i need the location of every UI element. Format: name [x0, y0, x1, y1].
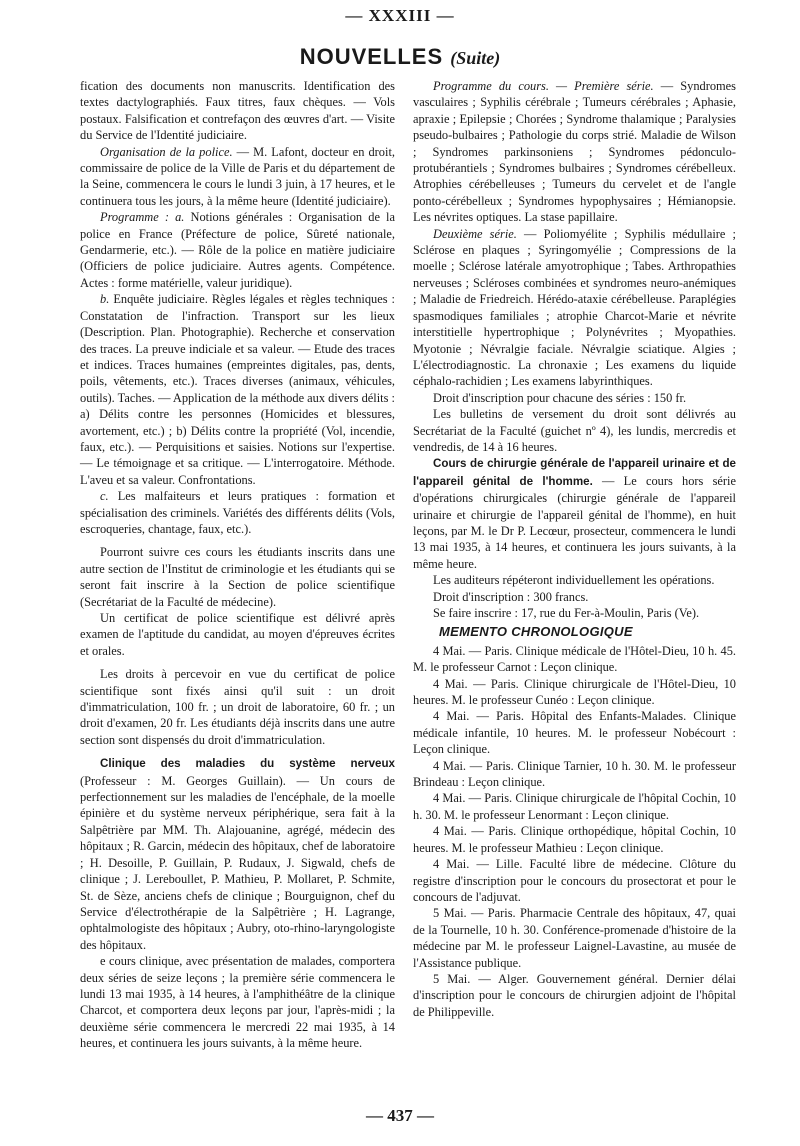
roman-page-number: — XXXIII — [345, 6, 455, 25]
paragraph: c. Les malfaiteurs et leurs pratiques : formation et spécialisation des criminels. Variétés des différents délits (Vols, escroqueries, chantage, faux, etc.). [80, 489, 395, 536]
memento-item: 4 Mai. — Paris. Clinique chirurgicale de l'Hôtel-Dieu, 10 heures. M. le professeur Cunéo : Leçon clinique. [413, 676, 736, 708]
paragraph: Les auditeurs répéteront individuellement les opérations. [433, 573, 715, 588]
memento-item: 4 Mai. — Paris. Clinique chirurgicale de l'hôpital Cochin, 10 h. 30. M. le professeur Lenormant : Leçon clinique. [413, 791, 736, 822]
left-column [80, 78, 395, 1052]
paragraph: fication des documents non manuscrits. Identification des textes dactylographiés. Faux titres, faux chèques. — Vols postaux. Falsification et contrefaçon des œuvres d'art. — Visite du Service de l'Identité judiciaire. [80, 79, 395, 143]
paragraph: Programme : a. Notions générales : Organisation de la police en France (Préfecture de police, Sûreté nationale, Gendarmerie, etc.). — Rôle de la police en matière judiciaire (Officiers de police judiciaire. Autres agents. Compétence. Actes : forme matérielle, valeur juridique). [80, 210, 396, 290]
paragraph: Pourront suivre ces cours les étudiants inscrits dans une autre section de l'Institut de criminologie et les étudiants qui se seront fait inscrire à la Section de police scientifique (Secrétariat de la Faculté de médecine). [80, 545, 395, 609]
right-column [413, 78, 736, 1020]
paragraph: Droit d'inscription : 300 francs. [433, 589, 589, 604]
memento-heading: MEMENTO CHRONOLOGIQUE [439, 624, 633, 640]
memento-item: 4 Mai. — Paris. Hôpital des Enfants-Malades. Clinique médicale infantile, 10 heures. M. le professeur Nobécourt : Leçon clinique. [413, 709, 736, 757]
paragraph: Programme du cours. — Première série. — Syndromes vasculaires ; Syphilis cérébrale ; Tumeurs cérébrales ; Aphasie, apraxie ; Epilepsie ; Chorées ; Syndrome thalamique ; Paralysies pseudo-bulbaires ; Pathologie du corps strié. Maladie de Wilson ; Syndromes parkinsoniens ; Syndromes pédonculo-protubérantiels ; Syndromes bulbaires ; Syndromes cérébelleux. Atrophies cérébelleuses ; Tumeurs du cervelet et de l'angle ponto-cérébelleux ; Syndromes hypophysaires ; Hémianopsie. Les névrites optiques. La stase papillaire. [413, 79, 736, 225]
paragraph: e cours clinique, avec présentation de malades, comportera deux séries de seize leçons ; la première série commencera le lundi 13 mai 1935, à 14 heures, à l'amphithéâtre de la clinique Charcot, et comportera deux leçons par jour, l'après-midi ; la deuxième série commencera le mercredi 22 mai 1935, à 14 heures, et continuera les jours suivants, à la même heure. [80, 954, 395, 1051]
page-number: — 437 — [366, 1106, 434, 1125]
memento-item: 4 Mai. — Paris. Clinique Tarnier, 10 h. 30. M. le professeur Brindeau : Leçon clinique. [413, 758, 736, 790]
section-title [0, 44, 800, 70]
section-title-suffix: (Suite) [450, 48, 501, 68]
memento-item: 4 Mai. — Lille. Faculté libre de médecine. Clôture du registre d'inscription pour le concours du prosectorat et pour le concours de l'adjuvat. [413, 857, 736, 904]
memento-item: 4 Mai. — Paris. Clinique médicale de l'Hôtel-Dieu, 10 h. 45. M. le professeur Carnot : Leçon clinique. [413, 643, 736, 675]
paragraph: b. Enquête judiciaire. Règles légales et règles techniques : Constatation de l'infraction. Transport sur les lieux (Description. Plan. Photographie). Recherche et conservation des traces. La preuve indiciale et sa valeur. — Etude des traces et indices. Traces humaines (empreintes digitales, pas, dents, poils, vêtements, etc.). Traces diverses (animaux, véhicules, outils). Taches. — Application de la méthode aux divers délits : a) Délits contre les personnes (Homicides et blessures, avortement, etc.) ; b) Délits contre la propriété (Vol, incendie, faux, etc.). — Perquisitions et saisies. Notions sur l'expertise. — Le témoignage et sa critique. — L'interrogatoire. Méthode. L'aveu et sa valeur. Confrontations. [80, 292, 395, 487]
paragraph: Deuxième série. — Poliomyélite ; Syphilis médullaire ; Sclérose en plaques ; Syringomyélie ; Compressions de la moelle ; Sclérose latérale amyotrophique ; Tabes. Arthropathies nerveuses ; Scléroses combinées et syndromes neuro-anémiques ; Maladie de Friedreich. Hérédo-ataxie cérébelleuse. Paraplégies spasmodiques familiales ; atrophie Charcot-Marie et névrite interstitielle hypertrophique ; Polynévrites ; Myopathies. Myotonie ; Névralgie faciale. Névralgie sciatique. Algies ; L'électrodiagnostic. La chronaxie ; Les examens du liquide céphalo-rachidien ; Les examens labyrinthiques. [413, 226, 736, 389]
paragraph: Organisation de la police. — M. Lafont, docteur en droit, commissaire de police de la Ville de Paris et du département de la Seine, commencera le cours le lundi 3 juin, à 17 heures, et le continuera tous les jours, à la même heure (Identité judiciaire). [80, 144, 395, 208]
paragraph: Se faire inscrire : 17, rue du Fer-à-Moulin, Paris (Ve). [433, 606, 700, 620]
section-title-text: NOUVELLES [299, 44, 444, 69]
paragraph: Cours de chirurgie générale de l'appareil urinaire et de l'appareil génital de l'homme. — Le cours hors série d'opérations chirurgicales (chirurgie générale de l'appareil urinaire et chirurgie de l'appareil génital de l'homme), en huit leçons, par M. le Dr P. Lecœur, prosecteur, commencera le lundi 13 mai 1935, à 14 heures, et continuera les jours suivants, à la même heure. [413, 457, 736, 571]
paragraph: Un certificat de police scientifique est délivré après examen de l'aptitude du candidat, au moyen d'épreuves écrites et orales. [80, 611, 395, 658]
memento-item: 4 Mai. — Paris. Clinique orthopédique, hôpital Cochin, 10 heures. M. le professeur Mathieu : Leçon clinique. [413, 824, 736, 855]
paragraph: Les droits à percevoir en vue du certificat de police scientifique sont fixés ainsi qu'il suit : un droit d'immatriculation, 100 fr. ; un droit de laboratoire, 60 fr. ; un droit d'examen, 20 fr. Les étudiants déjà inscrits dans une autre section sont dispensés du droit d'immatriculation. [80, 667, 395, 747]
memento-item: 5 Mai. — Alger. Gouvernement général. Dernier délai d'inscription pour le concours de chirurgien adjoint de l'hôpital de Philippeville. [413, 971, 736, 1019]
paragraph: Clinique des maladies du système nerveux (Professeur : M. Georges Guillain). — Un cours de perfectionnement sur les maladies de l'encéphale, de la moelle épinière et du système nerveux périphérique, sera fait à la Salpêtrière par MM. Th. Alajouanine, agrégé, médecin des hôpitaux ; R. Garcin, médecin des hôpitaux, chef de laboratoire ; H. Desoille, P. Guillain, P. Rudaux, J. Sigwald, chefs de clinique ; J. Lereboullet, P. Mathieu, P. Mollaret, P. Schmite, St. de Sèze, anciens chefs de clinique ; Bourguignon, chef du Service d'électrothérapie de la Salpêtrière ; H. Lagrange, ophtalmologiste des hôpitaux ; Aubry, oto-rhino-laryngologiste des hôpitaux. [80, 757, 395, 952]
memento-item: 5 Mai. — Paris. Pharmacie Centrale des hôpitaux, 47, quai de la Tournelle, 10 h. 30. Conférence-promenade d'histoire de la médecine par M. le professeur Laignel-Lavastine, au musée de l'Assistance publique. [413, 906, 736, 970]
paragraph: Les bulletins de versement du droit sont délivrés au Secrétariat de la Faculté (guichet nº 4), les lundis, mercredis et vendredis, de 14 à 16 heures. [413, 407, 736, 454]
paragraph: Droit d'inscription pour chacune des séries : 150 fr. [433, 390, 687, 405]
